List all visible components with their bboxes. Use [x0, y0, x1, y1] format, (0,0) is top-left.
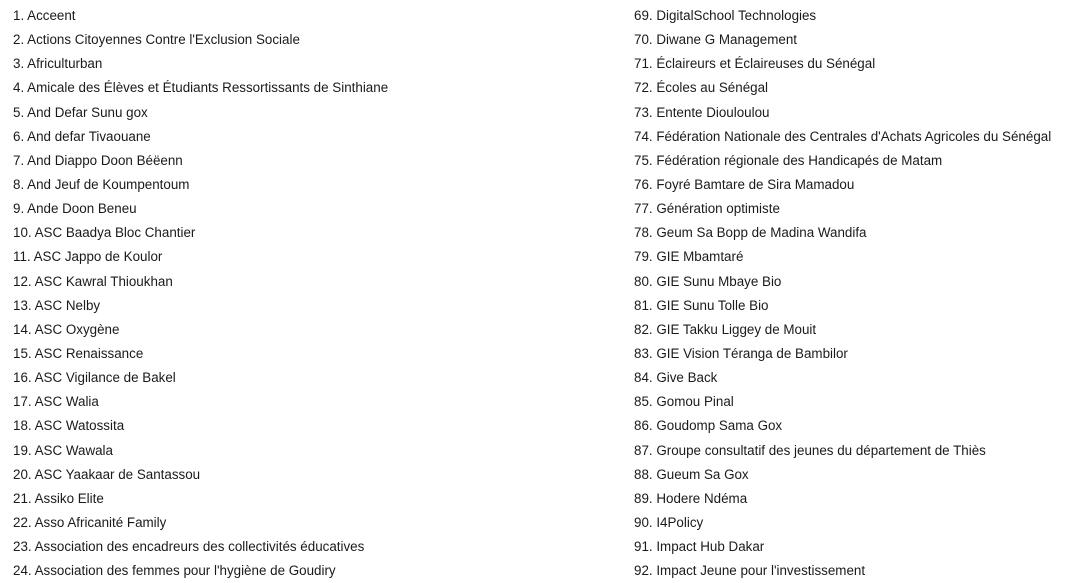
- list-item: 88. Gueum Sa Gox: [634, 466, 749, 482]
- list-item: 91. Impact Hub Dakar: [634, 539, 765, 555]
- list-item: 23. Association des encadreurs des collectivités éducatives: [13, 539, 365, 555]
- list-item: 77. Génération optimiste: [634, 201, 780, 217]
- list-item: 6. And defar Tivaouane: [13, 128, 151, 144]
- list-item: 78. Geum Sa Bopp de Madina Wandifa: [634, 225, 867, 241]
- list-item: 90. I4Policy: [634, 514, 704, 530]
- list-item: 14. ASC Oxygène: [13, 321, 120, 337]
- list-item: 2. Actions Citoyennes Contre l'Exclusion Sociale: [13, 32, 300, 48]
- list-item: 71. Éclaireurs et Éclaireuses du Sénégal: [634, 56, 876, 72]
- organization-list-right: [634, 4, 1080, 583]
- list-item: 73. Entente Diouloulou: [634, 104, 770, 120]
- list-item: 74. Fédération Nationale des Centrales d'Achats Agricoles du Sénégal: [634, 128, 1052, 144]
- list-item: 69. DigitalSchool Technologies: [634, 8, 817, 23]
- list-item: 84. Give Back: [634, 370, 718, 386]
- list-item: 19. ASC Wawala: [13, 442, 113, 458]
- list-item: 1. Acceent: [13, 8, 76, 23]
- list-item: 80. GIE Sunu Mbaye Bio: [634, 273, 782, 289]
- list-item: 92. Impact Jeune pour l'investissement: [634, 563, 866, 579]
- list-item: 87. Groupe consultatif des jeunes du département de Thiès: [634, 442, 986, 458]
- list-item: 17. ASC Walia: [13, 394, 99, 410]
- list-item: 83. GIE Vision Téranga de Bambilor: [634, 345, 848, 361]
- list-item: 7. And Diappo Doon Béëenn: [13, 152, 183, 168]
- list-item: 70. Diwane G Management: [634, 32, 798, 48]
- list-item: 86. Goudomp Sama Gox: [634, 418, 783, 434]
- list-item: 72. Écoles au Sénégal: [634, 80, 769, 96]
- list-item: 3. Africulturban: [13, 56, 103, 72]
- list-item: 24. Association des femmes pour l'hygiène de Goudiry: [13, 563, 336, 579]
- list-item: 18. ASC Watossita: [13, 418, 125, 434]
- list-item: 81. GIE Sunu Tolle Bio: [634, 297, 769, 313]
- list-item: 21. Assiko Elite: [13, 490, 104, 506]
- list-item: 9. Ande Doon Beneu: [13, 201, 137, 217]
- list-item: 13. ASC Nelby: [13, 297, 101, 313]
- list-item: 8. And Jeuf de Koumpentoum: [13, 176, 190, 192]
- list-item: 75. Fédération régionale des Handicapés de Matam: [634, 152, 943, 168]
- list-item: 16. ASC Vigilance de Bakel: [13, 370, 176, 386]
- list-item: 20. ASC Yaakaar de Santassou: [13, 466, 201, 482]
- list-item: 85. Gomou Pinal: [634, 394, 734, 410]
- list-item: 11. ASC Jappo de Koulor: [13, 249, 163, 265]
- list-item: 89. Hodere Ndéma: [634, 490, 748, 506]
- list-item: 82. GIE Takku Liggey de Mouit: [634, 321, 817, 337]
- list-item: 15. ASC Renaissance: [13, 345, 144, 361]
- list-item: 5. And Defar Sunu gox: [13, 104, 148, 120]
- list-item: 79. GIE Mbamtaré: [634, 249, 744, 265]
- list-item: 4. Amicale des Élèves et Étudiants Ressortissants de Sinthiane: [13, 80, 389, 96]
- list-item: 22. Asso Africanité Family: [13, 514, 167, 530]
- list-item: 10. ASC Baadya Bloc Chantier: [13, 225, 196, 241]
- list-item: 76. Foyré Bamtare de Sira Mamadou: [634, 176, 855, 192]
- organization-list-left: [13, 4, 613, 583]
- list-item: 12. ASC Kawral Thioukhan: [13, 273, 173, 289]
